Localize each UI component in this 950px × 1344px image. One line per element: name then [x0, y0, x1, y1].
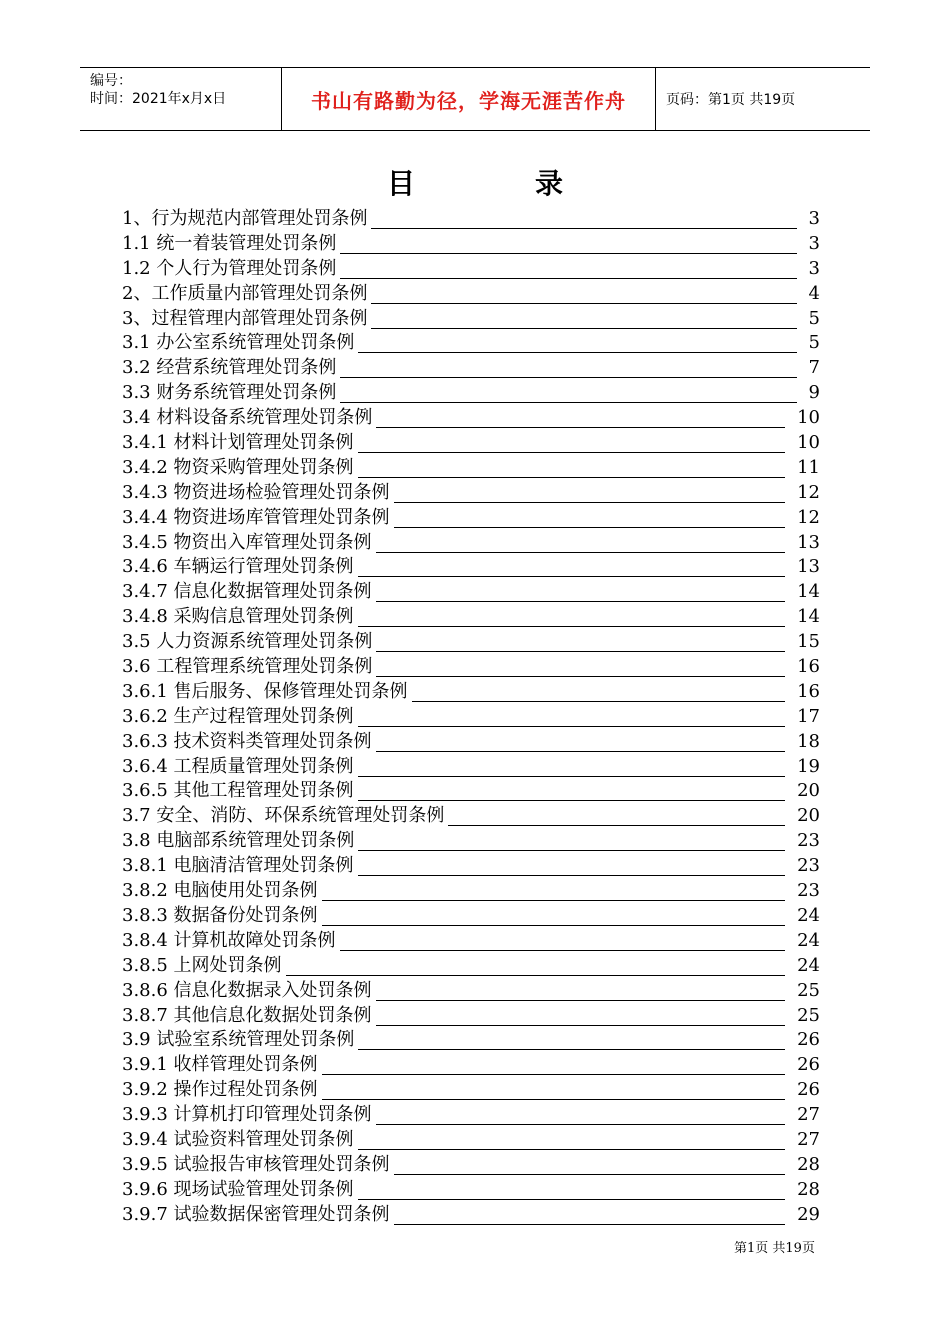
toc-leader-line: [358, 452, 785, 453]
toc-leader-line: [376, 1000, 785, 1001]
toc-leader-line: [394, 502, 785, 503]
toc-entry-label: 3.8.2 电脑使用处罚条例: [122, 879, 320, 904]
toc-entry[interactable]: [122, 506, 820, 531]
toc-entry[interactable]: [122, 1153, 820, 1178]
toc-entry-label: 3.8.6 信息化数据录入处罚条例: [122, 979, 374, 1004]
toc-entry[interactable]: [122, 705, 820, 730]
toc-entry-page: 26: [797, 1079, 820, 1101]
toc-leader-line: [376, 1025, 785, 1026]
toc-entry-label: 3.8.7 其他信息化数据处罚条例: [122, 1004, 374, 1029]
page-footer: 第1页 共19页: [734, 1241, 815, 1256]
toc-entry[interactable]: [122, 456, 820, 481]
toc-leader-line: [358, 726, 785, 727]
toc-leader-line: [358, 1049, 785, 1050]
toc-entry-page: 16: [797, 656, 820, 678]
toc-entry-label: 3.4.1 材料计划管理处罚条例: [122, 431, 356, 456]
toc-entry[interactable]: [122, 954, 820, 979]
toc-entry-label: 3.6.4 工程质量管理处罚条例: [122, 755, 356, 780]
toc-leader-line: [322, 925, 785, 926]
toc-entry-label: 3.9.7 试验数据保密管理处罚条例: [122, 1203, 392, 1228]
toc-entry-page: 24: [797, 929, 820, 951]
toc-entry[interactable]: [122, 680, 820, 705]
toc-entry-label: 3.1 办公室系统管理处罚条例: [122, 331, 356, 356]
toc-entry[interactable]: [122, 356, 820, 381]
toc-entry-label: 3.4.7 信息化数据管理处罚条例: [122, 580, 374, 605]
toc-entry-page: 28: [797, 1153, 820, 1175]
toc-entry-page: 27: [797, 1104, 820, 1126]
toc-entry-page: 20: [797, 805, 820, 827]
toc-entry-page: 3: [808, 257, 820, 279]
toc-entry[interactable]: [122, 282, 820, 307]
toc-entry-label: 3.9.3 计算机打印管理处罚条例: [122, 1103, 374, 1128]
toc-entry-label: 3.3 财务系统管理处罚条例: [122, 381, 338, 406]
toc-entry[interactable]: [122, 531, 820, 556]
toc-entry[interactable]: [122, 854, 820, 879]
toc-leader-line: [358, 800, 785, 801]
toc-leader-line: [371, 328, 797, 329]
toc-leader-line: [394, 1174, 785, 1175]
toc-entry[interactable]: [122, 207, 820, 232]
toc-entry-label: 3.7 安全、消防、环保系统管理处罚条例: [122, 804, 446, 829]
toc-entry-page: 26: [797, 1054, 820, 1076]
toc-entry[interactable]: [122, 1178, 820, 1203]
toc-entry-label: 3.4.4 物资进场库管管理处罚条例: [122, 506, 392, 531]
toc-entry-label: 3.4.3 物资进场检验管理处罚条例: [122, 481, 392, 506]
header-divider: [655, 68, 656, 130]
toc-entry-label: 3.4.6 车辆运行管理处罚条例: [122, 555, 356, 580]
toc-entry-page: 24: [797, 904, 820, 926]
toc-leader-line: [340, 377, 797, 378]
toc-leader-line: [340, 402, 797, 403]
toc-entry-label: 3、过程管理内部管理处罚条例: [122, 307, 369, 332]
toc-leader-line: [394, 527, 785, 528]
toc-leader-line: [358, 850, 785, 851]
toc-leader-line: [340, 278, 797, 279]
toc-entry-page: 11: [797, 456, 820, 478]
toc-leader-line: [358, 576, 785, 577]
toc-entry-label: 3.9.5 试验报告审核管理处罚条例: [122, 1153, 392, 1178]
toc-entry[interactable]: [122, 755, 820, 780]
toc-leader-line: [358, 626, 785, 627]
toc-leader-line: [394, 1224, 785, 1225]
toc-entry-label: 3.9.2 操作过程处罚条例: [122, 1078, 320, 1103]
toc-entry-page: 18: [797, 730, 820, 752]
toc-entry[interactable]: [122, 1103, 820, 1128]
toc-leader-line: [358, 1149, 785, 1150]
toc-leader-line: [376, 676, 785, 677]
toc-entry-page: 17: [797, 705, 820, 727]
toc-entry[interactable]: [122, 580, 820, 605]
toc-leader-line: [376, 751, 785, 752]
header-number-label: 编号：: [90, 73, 132, 89]
toc-entry-page: 19: [797, 755, 820, 777]
toc-entry-label: 3.4.2 物资采购管理处罚条例: [122, 456, 356, 481]
toc-leader-line: [448, 825, 785, 826]
toc-entry-page: 5: [808, 332, 820, 354]
toc-entry-page: 20: [797, 780, 820, 802]
toc-entry-page: 26: [797, 1029, 820, 1051]
toc-entry[interactable]: [122, 979, 820, 1004]
table-of-contents: [122, 207, 820, 1228]
toc-entry-page: 13: [797, 531, 820, 553]
toc-leader-line: [376, 1124, 785, 1125]
toc-entry-page: 16: [797, 680, 820, 702]
toc-leader-line: [340, 253, 797, 254]
toc-entry-page: 12: [797, 481, 820, 503]
toc-entry-label: 3.9.4 试验资料管理处罚条例: [122, 1128, 356, 1153]
toc-entry-page: 4: [808, 282, 820, 304]
toc-entry[interactable]: [122, 307, 820, 332]
toc-entry[interactable]: [122, 630, 820, 655]
toc-entry-label: 3.8.5 上网处罚条例: [122, 954, 284, 979]
toc-entry-label: 3.6.1 售后服务、保修管理处罚条例: [122, 680, 410, 705]
toc-entry-page: 25: [797, 1004, 820, 1026]
toc-entry-page: 9: [808, 382, 820, 404]
toc-entry[interactable]: [122, 257, 820, 282]
toc-entry-label: 3.4.8 采购信息管理处罚条例: [122, 605, 356, 630]
toc-entry[interactable]: [122, 655, 820, 680]
toc-leader-line: [322, 900, 785, 901]
toc-entry-label: 1、行为规范内部管理处罚条例: [122, 207, 369, 232]
toc-leader-line: [358, 776, 785, 777]
toc-entry-page: 24: [797, 954, 820, 976]
toc-entry[interactable]: [122, 381, 820, 406]
toc-entry[interactable]: [122, 1128, 820, 1153]
toc-entry-page: 23: [797, 855, 820, 877]
toc-entry-page: 3: [808, 208, 820, 229]
page-header: [80, 67, 870, 131]
toc-leader-line: [358, 352, 797, 353]
toc-entry[interactable]: [122, 605, 820, 630]
toc-entry-label: 3.6 工程管理系统管理处罚条例: [122, 655, 374, 680]
header-motto: 书山有路勤为径，学海无涯苦作舟: [311, 88, 626, 113]
toc-entry-page: 27: [797, 1128, 820, 1150]
toc-entry-page: 28: [797, 1178, 820, 1200]
toc-entry-label: 1.1 统一着装管理处罚条例: [122, 232, 338, 257]
toc-entry[interactable]: [122, 331, 820, 356]
toc-entry-label: 3.9 试验室系统管理处罚条例: [122, 1028, 356, 1053]
toc-entry[interactable]: [122, 804, 820, 829]
toc-entry[interactable]: [122, 904, 820, 929]
toc-entry-page: 10: [797, 407, 820, 429]
toc-entry-label: 3.9.6 现场试验管理处罚条例: [122, 1178, 356, 1203]
toc-entry[interactable]: [122, 1053, 820, 1078]
toc-entry[interactable]: [122, 929, 820, 954]
toc-leader-line: [371, 228, 797, 229]
page-title: 目录: [386, 167, 683, 200]
toc-leader-line: [286, 975, 785, 976]
toc-entry-page: 14: [797, 581, 820, 603]
toc-entry-page: 3: [808, 232, 820, 254]
toc-entry[interactable]: [122, 879, 820, 904]
toc-entry-page: 15: [797, 631, 820, 653]
toc-leader-line: [358, 875, 785, 876]
toc-entry[interactable]: [122, 1004, 820, 1029]
toc-entry[interactable]: [122, 1203, 820, 1228]
toc-entry-label: 3.6.5 其他工程管理处罚条例: [122, 779, 356, 804]
toc-entry[interactable]: [122, 1028, 820, 1053]
toc-entry-label: 3.8.4 计算机故障处罚条例: [122, 929, 338, 954]
toc-leader-line: [376, 552, 785, 553]
toc-leader-line: [376, 601, 785, 602]
toc-leader-line: [412, 701, 785, 702]
toc-entry-label: 3.6.3 技术资料类管理处罚条例: [122, 730, 374, 755]
toc-entry-label: 2、工作质量内部管理处罚条例: [122, 282, 369, 307]
header-page-label: 页码：第1页 共19页: [666, 92, 796, 108]
toc-leader-line: [322, 1099, 785, 1100]
toc-entry-page: 10: [797, 432, 820, 454]
toc-entry[interactable]: [122, 406, 820, 431]
toc-entry-page: 23: [797, 830, 820, 852]
header-time-label: 时间：2021年x月x日: [90, 91, 227, 107]
toc-entry-page: 23: [797, 880, 820, 902]
toc-entry-label: 3.4.5 物资出入库管理处罚条例: [122, 531, 374, 556]
toc-entry-label: 3.9.1 收样管理处罚条例: [122, 1053, 320, 1078]
toc-entry[interactable]: [122, 829, 820, 854]
toc-leader-line: [358, 1199, 785, 1200]
toc-entry-page: 5: [808, 307, 820, 329]
toc-entry-page: 7: [808, 357, 820, 379]
toc-entry-page: 29: [797, 1203, 820, 1225]
toc-entry-page: 25: [797, 979, 820, 1001]
toc-entry[interactable]: [122, 1078, 820, 1103]
toc-entry-page: 14: [797, 606, 820, 628]
toc-leader-line: [358, 477, 785, 478]
toc-entry-label: 1.2 个人行为管理处罚条例: [122, 257, 338, 282]
header-meta: [90, 72, 280, 108]
toc-entry-label: 3.8.3 数据备份处罚条例: [122, 904, 320, 929]
toc-entry[interactable]: [122, 481, 820, 506]
toc-entry-label: 3.6.2 生产过程管理处罚条例: [122, 705, 356, 730]
toc-leader-line: [376, 427, 785, 428]
toc-leader-line: [322, 1074, 785, 1075]
toc-entry-page: 13: [797, 556, 820, 578]
toc-entry-label: 3.8 电脑部系统管理处罚条例: [122, 829, 356, 854]
toc-leader-line: [340, 950, 785, 951]
toc-entry-label: 3.8.1 电脑清洁管理处罚条例: [122, 854, 356, 879]
toc-entry[interactable]: [122, 431, 820, 456]
toc-entry[interactable]: [122, 232, 820, 257]
toc-entry[interactable]: [122, 779, 820, 804]
toc-entry-page: 12: [797, 506, 820, 528]
toc-leader-line: [371, 303, 797, 304]
toc-leader-line: [376, 651, 785, 652]
toc-entry-label: 3.4 材料设备系统管理处罚条例: [122, 406, 374, 431]
toc-entry-label: 3.2 经营系统管理处罚条例: [122, 356, 338, 381]
toc-entry-label: 3.5 人力资源系统管理处罚条例: [122, 630, 374, 655]
toc-entry[interactable]: [122, 555, 820, 580]
toc-entry[interactable]: [122, 730, 820, 755]
